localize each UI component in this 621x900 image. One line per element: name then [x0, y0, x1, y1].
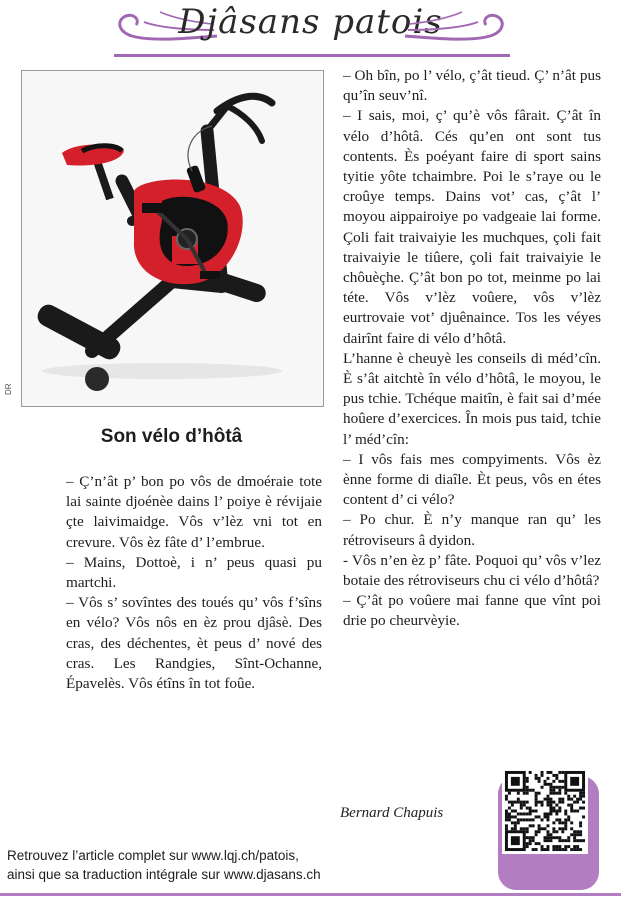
paragraph: – Ç’ât po voûere mai fanne que vînt poi drie po cheurvèyie.: [343, 592, 601, 630]
paragraph: L’hanne è cheuyè les conseils di méd’cîn. È s’ât aitchtè în vélo d’hôtâ, le moyou, le pus tchie. Tchéque maitîn, è fait sai d’mée hoûere d’exercices. În mois pus taid, tchie l’ méd’cîn:: [343, 349, 601, 448]
paragraph: – Oh bîn, po l’ vélo, ç’ât tieud. Ç’ n’ât pus qu’în seuv’nî.: [343, 67, 601, 105]
exercise-bike-photo: [21, 70, 324, 407]
paragraph: – Vôs s’ sovîntes des toués qu’ vôs f’sîns en vélo? Vôs nôs en èz prou djâsè. Des cras, des déchentes, èt peus d’ nové des cras. Les Randgies, Sînt-Ochanne, Épavelès. Vôs étîns în tot foûe.: [66, 594, 322, 693]
bottom-rule: [0, 893, 621, 896]
masthead: [0, 0, 621, 62]
paragraph: - Vôs n’en èz p’ fâte. Poquoi qu’ vôs v’lez botaie des rétroviseurs chu ci vélo d’hôtâ?: [343, 551, 601, 590]
paragraph: – I vôs fais mes compyiments. Vôs èz ènne forme di diaîle. Èt peus, vôs en étes content d’ ci vélo?: [343, 450, 601, 509]
masthead-title: Djâsans patois: [178, 2, 443, 42]
paragraph: – I sais, moi, ç’ qu’è vôs fârait. Ç’ât în vélo d’hôtâ. Cés qu’en ont sont tus contents. Ès poéyant faire di sport sains tyitie yôte tchaimbre. Poi le s’raye ou le croûye temps. Dains vot’ cas, ç’ât l’ moyou aippairoiye po vadgeaie lai forme. Çoli fait traivaiyie les muchques, çoli fait traivaiyie le tiûere, çoli fait traivaiyie le chôuèçhe. Ç’ât bon po tot, meinme po lai téte. Vôs v’lèz voûere, vôs v’lèz eurtrovaie vot’ djuênaince. Tos les véyes dairînt faire di vélo d’hôtâ.: [343, 107, 601, 347]
exercise-bike-icon: [22, 71, 323, 406]
paragraph: – Po chur. È n’y manque ran qu’ les rétroviseurs â dyidon.: [343, 511, 601, 549]
masthead-rule: [114, 54, 510, 57]
article-title: Son vélo d’hôtâ: [100, 426, 243, 447]
paragraph: – Mains, Dottoè, i n’ peus quasi pu martchi.: [66, 553, 322, 592]
article-column-left: [66, 472, 322, 694]
photo-credit: DR: [4, 383, 13, 395]
right-swirl-ornament-icon: [400, 6, 510, 50]
footer-note: [7, 846, 321, 884]
qr-code-icon[interactable]: [502, 768, 588, 854]
footer-line: ainsi que sa traduction intégrale sur www.djasans.ch: [7, 867, 321, 882]
article-column-right: [343, 66, 601, 632]
footer-line: Retrouvez l’article complet sur www.lqj.ch/patois,: [7, 848, 299, 863]
paragraph: – Ç’n’ât p’ bon po vôs de dmoéraie tote lai sainte djoénèe dains l’ poiye è révijaie çte laivimaidge. Vôs v’lèz vni tot en crevure. Vôs èz fâte d’ l’embrue.: [66, 473, 322, 551]
author-signature: Bernard Chapuis: [340, 805, 444, 821]
